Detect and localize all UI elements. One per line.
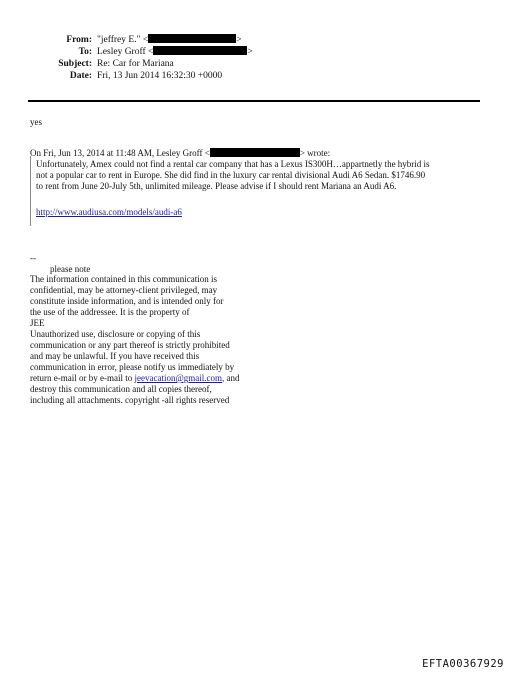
redaction-box	[148, 34, 236, 43]
to-row	[0, 46, 512, 58]
disclaimer-line: confidential, may be attorney-client privileged, may	[30, 285, 218, 295]
to-value	[97, 46, 253, 58]
header-divider	[28, 100, 480, 102]
quote-intro-wrote: > wrote:	[299, 148, 331, 158]
disclaimer-line: including all attachments. copyright -all rights reserved	[30, 395, 230, 405]
quote-line: to rent from June 20-July 5th, unlimited mileage. Please advise if I should rent Mariana an Audi A6.	[36, 181, 397, 191]
quote-line: Unfortunately, Amex could not find a rental car company that has a Lexus IS300H…appartnetly the hybrid is	[36, 159, 430, 169]
disclaimer-line: constitute inside information, and is intended only for	[30, 296, 224, 306]
email-link[interactable]: jeevacation@gmail.com	[134, 373, 222, 383]
disclaimer-line: JEE	[30, 318, 45, 328]
redaction-box	[153, 46, 247, 55]
document-id: EFTA00367929	[422, 658, 504, 670]
disclaimer-line: destroy this communication and all copies thereof,	[30, 384, 212, 394]
date-label: Date:	[69, 71, 92, 81]
to-bracket: >	[247, 47, 253, 57]
from-value	[97, 34, 242, 46]
disclaimer-line: communication in error, please notify us immediately by	[30, 362, 235, 372]
from-row	[0, 34, 512, 46]
from-label: From:	[66, 35, 92, 45]
date-value: Fri, 13 Jun 2014 16:32:30 +0000	[97, 71, 223, 81]
to-label: To:	[78, 47, 92, 57]
subject-label: Subject:	[58, 59, 92, 69]
disclaimer-line: The information contained in this communication is	[30, 274, 217, 284]
quote-link-row	[36, 207, 182, 218]
signature-dashes: --	[30, 253, 36, 263]
disclaimer-line: communication or any part thereof is strictly prohibited	[30, 340, 230, 350]
disclaimer-line	[30, 373, 239, 384]
disclaimer-line: Unauthorized use, disclosure or copying of this	[30, 329, 201, 339]
subject-value: Re: Car for Mariana	[97, 59, 174, 69]
from-name: "jeffrey E." <	[97, 35, 149, 45]
disclaimer-line: and may be unlawful. If you have received this	[30, 351, 200, 361]
to-name: Lesley Groff <	[97, 47, 154, 57]
audi-link[interactable]: http://www.audiusa.com/models/audi-a6	[36, 207, 182, 217]
disclaimer-text: , and	[221, 373, 240, 383]
quote-line: not a popular car to rent in Europe. She did find in the luxury car rental divisional Audi A6 Sedan. $1746.90	[36, 170, 426, 180]
disclaimer-text: return e-mail or by e-mail to	[30, 373, 135, 383]
email-header	[0, 34, 512, 82]
from-bracket: >	[236, 35, 242, 45]
note-heading: please note	[50, 264, 91, 274]
date-row	[0, 70, 512, 82]
quote-intro-text: On Fri, Jun 13, 2014 at 11:48 AM, Lesley Groff <	[30, 148, 210, 158]
subject-row	[0, 58, 512, 70]
reply-text: yes	[30, 117, 42, 127]
disclaimer-line: the use of the addressee. It is the property of	[30, 307, 190, 317]
